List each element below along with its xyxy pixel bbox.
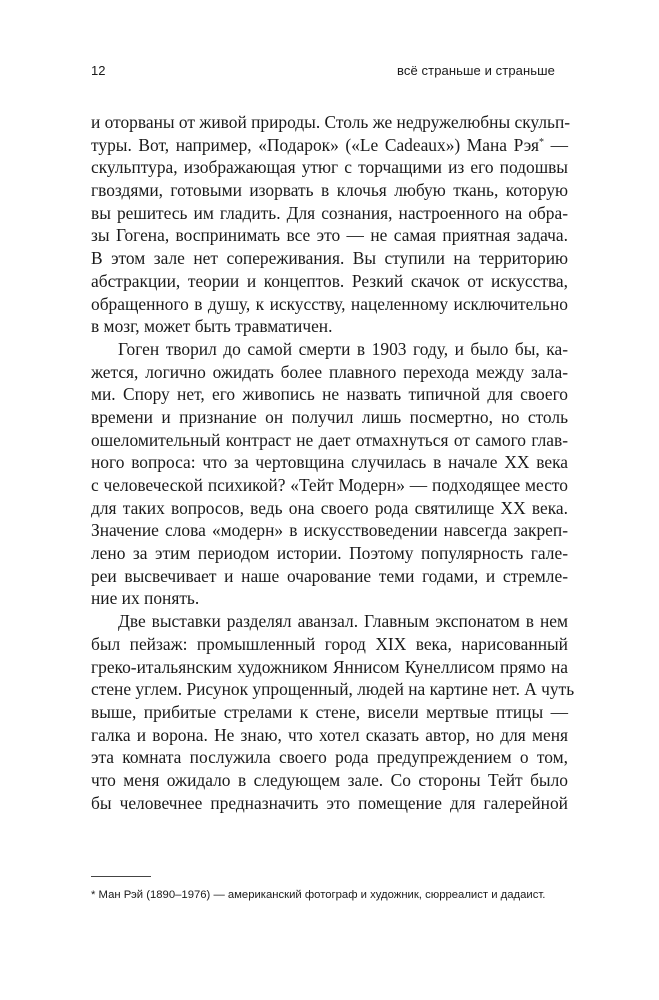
page-number: 12 [91,63,106,78]
text-line: гвоздями, готовыми изорвать в клочья любую ткань, которую [91,180,568,201]
text-line: выше, прибитые стрелами к стене, висели мертвые птицы — [91,701,568,722]
text-line: ошеломительный контраст не дает отмахнуться от самого глав- [91,429,568,450]
text-line: и оторваны от живой природы. Столь же недружелюбны скульп- [91,112,571,132]
text-line: ми. Спору нет, его живопись не назвать типичной для своего [91,384,568,405]
text-line: лено за этим периодом истории. Поэтому популярность гале- [91,543,568,564]
text-line: бы человечнее предназначить это помещение для галерейной [91,792,568,813]
text-line: В этом зале нет сопереживания. Вы ступили на территорию [91,248,568,269]
text-line: был пейзаж: промышленный город XIX века, нарисованный [91,633,568,654]
text-line: Гоген творил до самой смерти в 1903 году, и было бы, ка- [118,338,568,359]
text-line: времени и признание он получил лишь посмертно, но столь [91,406,568,427]
paragraph-3 [91,610,575,814]
text-line: в мозг, может быть травматичен. [91,316,333,337]
text-line: эта комната послужила своего рода предупреждением о том, [91,747,568,768]
text-line: с человеческой психикой? «Тейт Модерн» — подходящее место [91,475,568,495]
text-line: галка и ворона. Не знаю, что хотел сказать автор, но для меня [91,724,568,745]
text-line-part: туры. Вот, например, «Подарок» («Le Cadeaux») Мана Рэя [91,134,539,155]
text-line: абстракции, теории и концептов. Резкий скачок от искусства, [91,270,568,291]
text-line-part: — [543,134,568,155]
paragraph-1 [91,111,571,338]
text-line: Значение слова «модерн» в искусствоведении навсегда закреп- [91,520,568,541]
text-line: греко-итальянским художником Яннисом Кунеллисом прямо на [91,656,568,677]
text-line: реи высвечивает и наше очарование теми годами, и стремле- [91,565,568,586]
text-line: что меня ожидало в следующем зале. Со стороны Тейт было [91,769,568,790]
footnote-divider [91,876,151,877]
text-line: стене углем. Рисунок упрощенный, людей на картине нет. А чуть [91,679,575,700]
text-line-with-footnote-ref [91,134,568,157]
text-line: ние их понять. [91,588,200,609]
paragraph-2 [91,338,568,610]
text-line: ного вопроса: что за чертовщина случилась в начале XX века [91,452,568,473]
text-line: Две выставки разделял аванзал. Главным экспонатом в нем [118,611,568,632]
text-line: зы Гогена, воспринимать все это — не самая приятная задача. [91,225,568,246]
body-text [91,111,575,814]
footnote: * Ман Рэй (1890–1976) — американский фотограф и художник, сюрреалист и дадаист. [91,889,546,901]
text-line: вы решитесь им гладить. Для сознания, настроенного на обра- [91,202,568,223]
text-line: скульптура, изображающая утюг с торчащими из его подошвы [91,157,568,178]
text-line: жется, логично ожидать более плавного перехода между зала- [91,361,568,382]
running-head [91,63,568,83]
running-title: всё страньше и страньше [397,63,555,78]
text-line: для таких вопросов, ведь она своего рода святилище XX века. [91,497,568,518]
text-line: обращенного в душу, к искусству, нацеленному исключительно [91,293,568,314]
footnote-marker[interactable]: * [538,136,544,148]
